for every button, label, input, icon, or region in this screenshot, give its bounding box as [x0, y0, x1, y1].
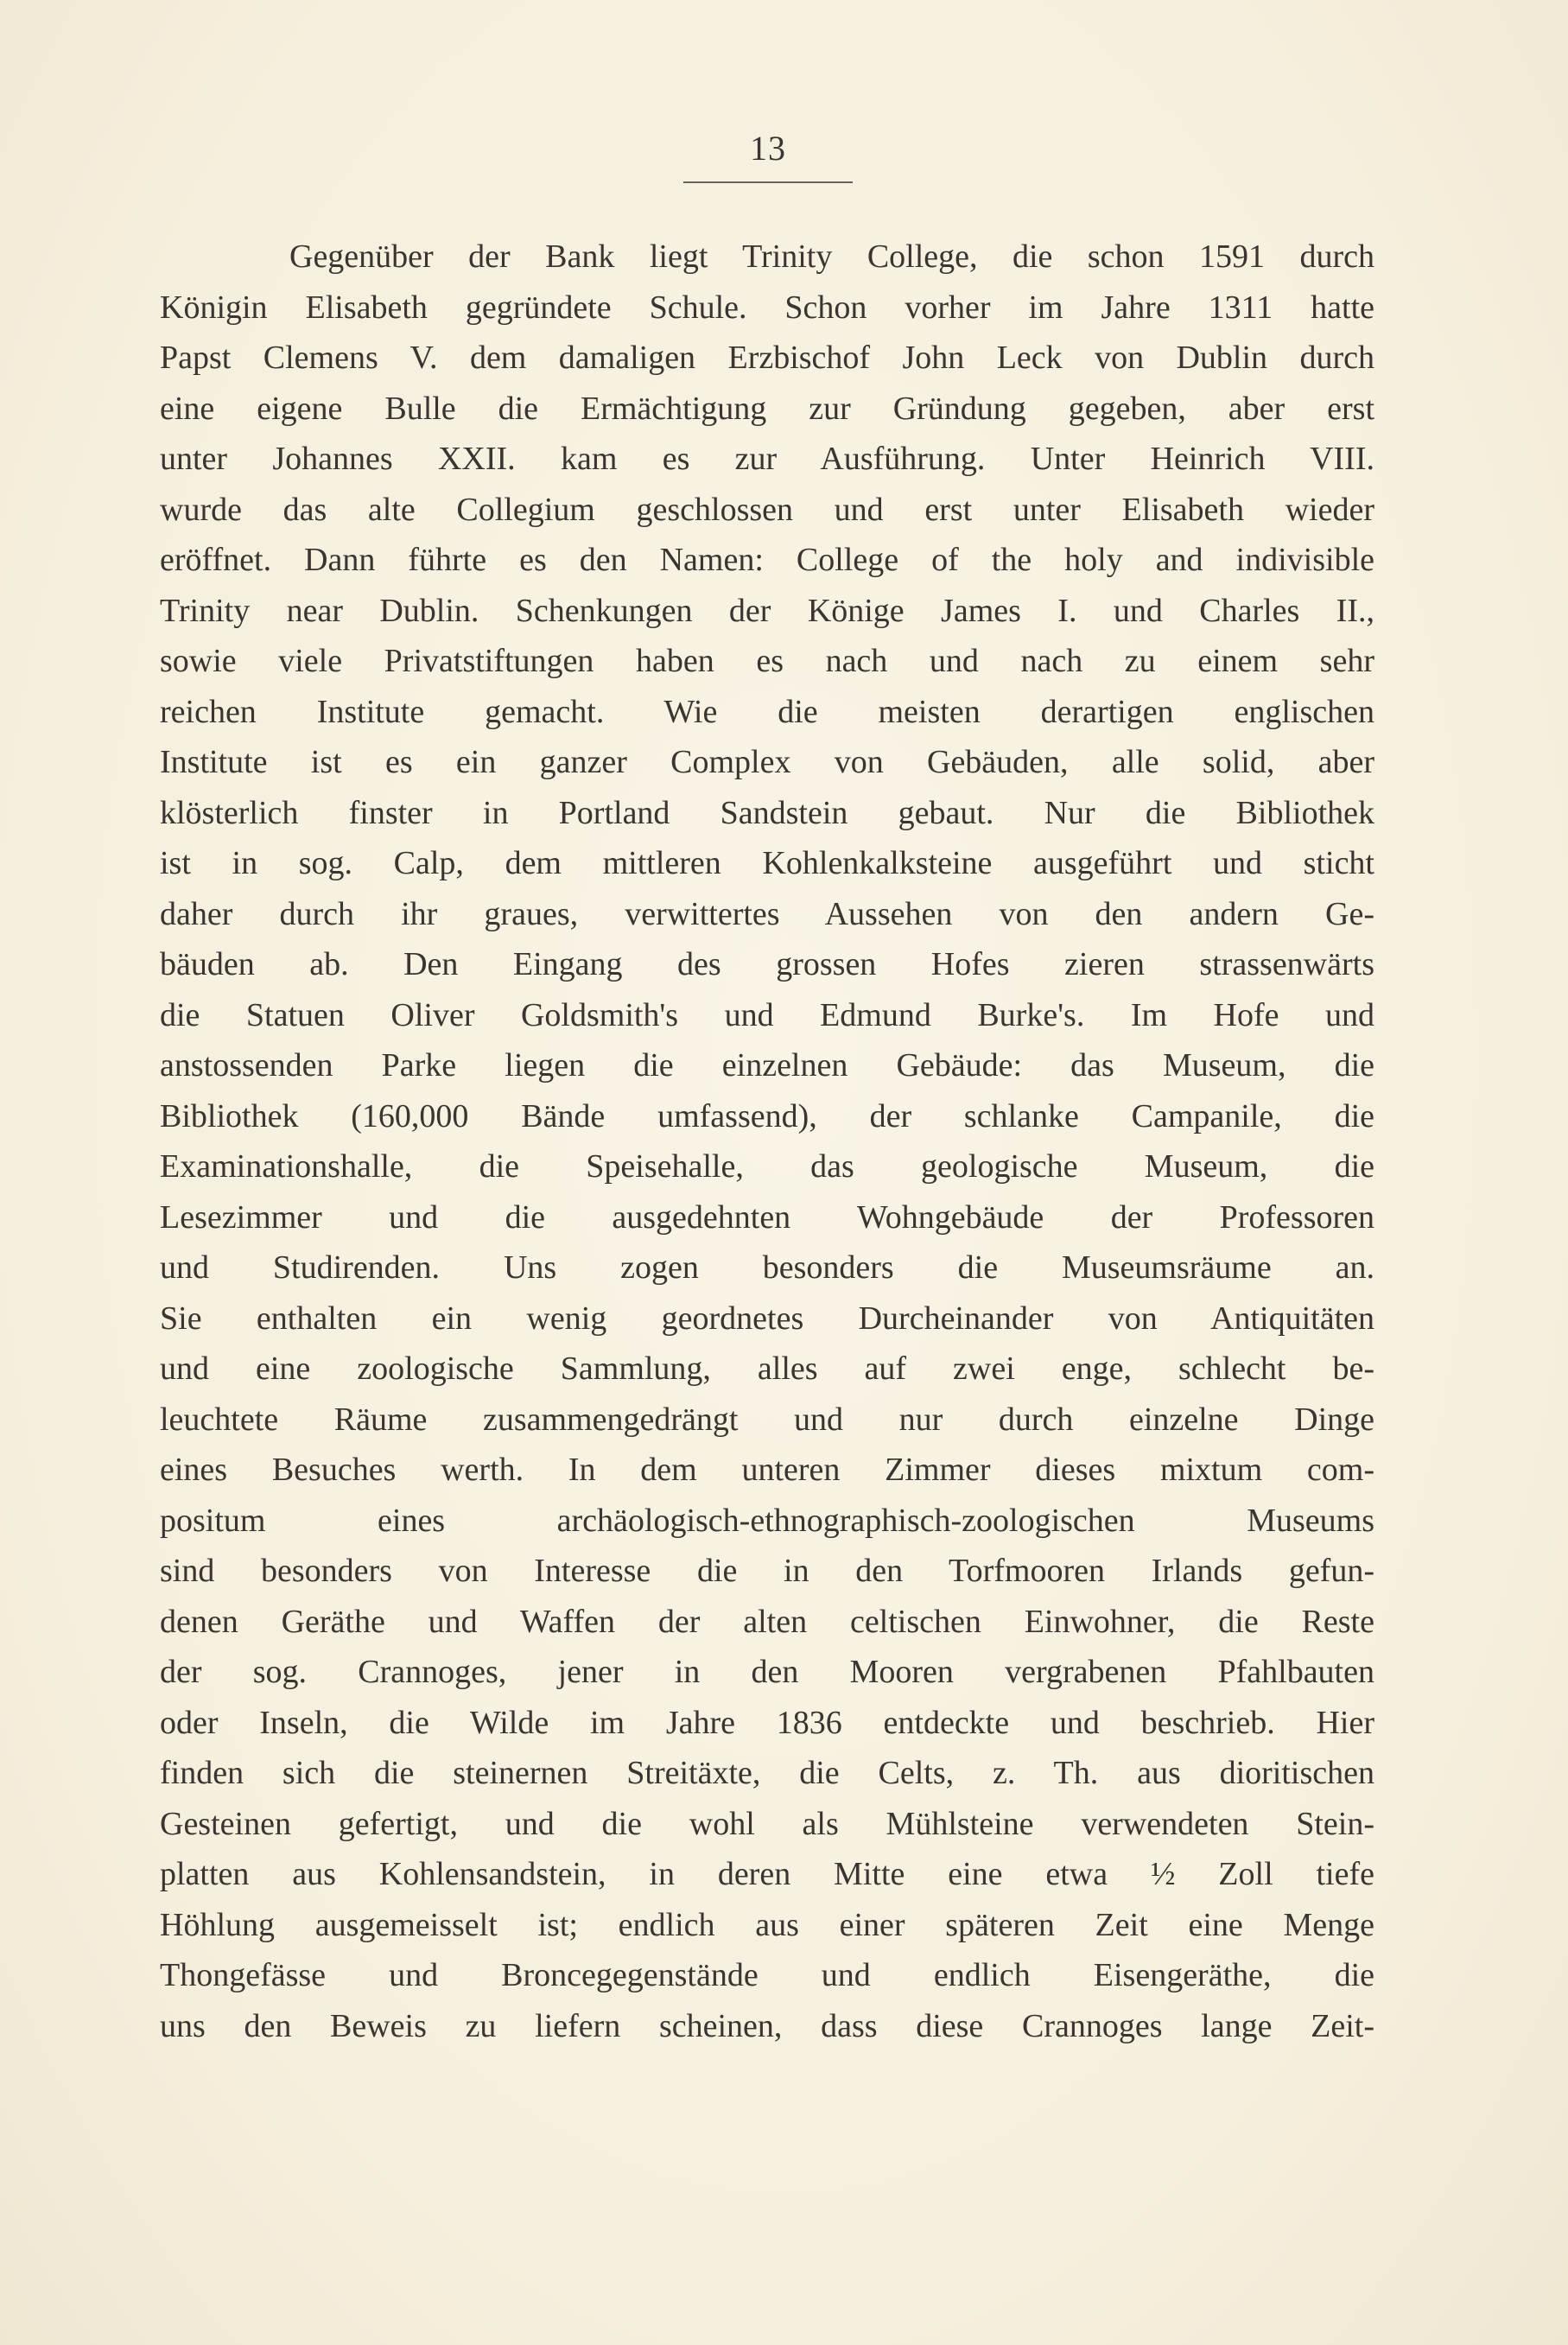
text-line: oder Inseln, die Wilde im Jahre 1836 entdeckte und beschrieb. Hier — [160, 1704, 1374, 1741]
text-line: reichen Institute gemacht. Wie die meisten derartigen englischen — [160, 693, 1374, 730]
text-line: ist in sog. Calp, dem mittleren Kohlenkalksteine ausgeführt und sticht — [160, 845, 1374, 881]
body-paragraph — [160, 232, 1374, 2051]
text-line: und Studirenden. Uns zogen besonders die Museumsräume an. — [160, 1249, 1374, 1286]
text-line: Trinity near Dublin. Schenkungen der Könige James I. und Charles II., — [160, 592, 1374, 629]
page-number: 13 — [750, 129, 786, 168]
text-line: der sog. Crannoges, jener in den Mooren vergrabenen Pfahlbauten — [160, 1654, 1374, 1690]
text-line: eine eigene Bulle die Ermächtigung zur Gründung gegeben, aber erst — [160, 390, 1374, 427]
text-line: wurde das alte Collegium geschlossen und erst unter Elisabeth wieder — [160, 491, 1374, 528]
text-line: positum eines archäologisch-ethnographisch-zoologischen Museums — [160, 1502, 1374, 1539]
text-line: Sie enthalten ein wenig geordnetes Durcheinander von Antiquitäten — [160, 1300, 1374, 1337]
text-line: eines Besuches werth. In dem unteren Zimmer dieses mixtum com- — [160, 1452, 1374, 1488]
text-line: denen Geräthe und Waffen der alten celtischen Einwohner, die Reste — [160, 1603, 1374, 1640]
text-line: Königin Elisabeth gegründete Schule. Schon vorher im Jahre 1311 hatte — [160, 289, 1374, 326]
text-line: anstossenden Parke liegen die einzelnen Gebäude: das Museum, die — [160, 1047, 1374, 1084]
text-line: Institute ist es ein ganzer Complex von Gebäuden, alle solid, aber — [160, 744, 1374, 780]
text-line: klösterlich finster in Portland Sandstein gebaut. Nur die Bibliothek — [160, 794, 1374, 831]
page-number-rule — [683, 181, 853, 183]
text-line: die Statuen Oliver Goldsmith's und Edmund Burke's. Im Hofe und — [160, 996, 1374, 1033]
text-line: leuchtete Räume zusammengedrängt und nur durch einzelne Dinge — [160, 1401, 1374, 1438]
text-line: unter Johannes XXII. kam es zur Ausführung. Unter Heinrich VIII. — [160, 441, 1374, 477]
text-line: Gegenüber der Bank liegt Trinity College, die schon 1591 durch — [289, 238, 1374, 275]
text-line: Höhlung ausgemeisselt ist; endlich aus einer späteren Zeit eine Menge — [160, 1906, 1374, 1943]
text-line: bäuden ab. Den Eingang des grossen Hofes zieren strassenwärts — [160, 946, 1374, 982]
text-line: platten aus Kohlensandstein, in deren Mitte eine etwa ½ Zoll tiefe — [160, 1856, 1374, 1892]
text-line: sowie viele Privatstiftungen haben es nach und nach zu einem sehr — [160, 643, 1374, 679]
text-line: sind besonders von Interesse die in den Torfmooren Irlands gefun- — [160, 1553, 1374, 1589]
text-line: Bibliothek (160,000 Bände umfassend), der schlanke Campanile, die — [160, 1097, 1374, 1134]
text-line: Examinationshalle, die Speisehalle, das geologische Museum, die — [160, 1148, 1374, 1185]
text-line: Papst Clemens V. dem damaligen Erzbischof John Leck von Dublin durch — [160, 340, 1374, 376]
text-line: finden sich die steinernen Streitäxte, die Celts, z. Th. aus dioritischen — [160, 1755, 1374, 1791]
text-line: eröffnet. Dann führte es den Namen: College of the holy and indivisible — [160, 542, 1374, 578]
text-line: Gesteinen gefertigt, und die wohl als Mühlsteine verwendeten Stein- — [160, 1805, 1374, 1842]
text-line: und eine zoologische Sammlung, alles auf zwei enge, schlecht be- — [160, 1350, 1374, 1387]
text-line: Lesezimmer und die ausgedehnten Wohngebäude der Professoren — [160, 1198, 1374, 1236]
text-line: uns den Beweis zu liefern scheinen, dass diese Crannoges lange Zeit- — [160, 2007, 1374, 2044]
text-line: Thongefässe und Broncegegenstände und endlich Eisengeräthe, die — [160, 1957, 1374, 1993]
text-line: daher durch ihr graues, verwittertes Aussehen von den andern Ge- — [160, 895, 1374, 932]
